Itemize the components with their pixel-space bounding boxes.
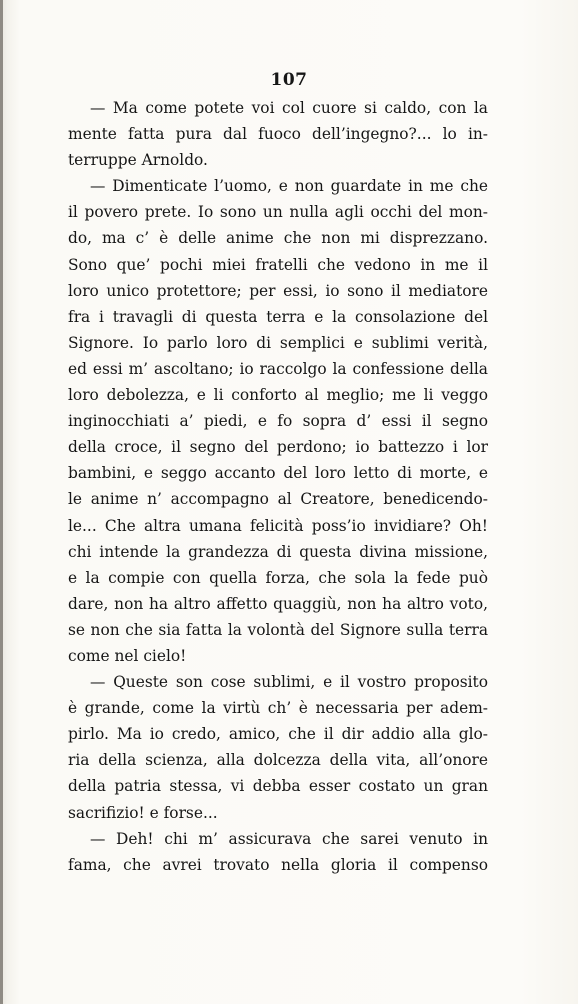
text-line: è grande, come la virtù ch’ è necessaria per adem- — [68, 699, 488, 718]
page-number: 107 — [270, 70, 308, 90]
body-text — [68, 95, 488, 878]
text-line: fra i travagli di questa terra e la consolazione del — [68, 307, 488, 326]
text-line: se non che sia fatta la volontà del Signore sulla terra — [68, 620, 488, 639]
text-line: bambini, e seggo accanto del loro letto di morte, e — [68, 464, 488, 483]
text-line: loro unico protettore; per essi, io sono il mediatore — [68, 281, 488, 300]
text-line: — Deh! chi m’ assicurava che sarei venuto in — [90, 829, 488, 848]
text-line: inginocchiati a’ piedi, e fo sopra d’ essi il segno — [68, 412, 488, 431]
text-line: della croce, il segno del perdono; io battezzo i lor — [68, 438, 488, 457]
text-line: do, ma c’ è delle anime che non mi disprezzano. — [68, 229, 488, 248]
text-line: le anime n’ accompagno al Creatore, benedicendo- — [68, 490, 488, 509]
text-line: — Queste son cose sublimi, e il vostro proposito — [90, 673, 488, 692]
text-line: Sono que’ pochi miei fratelli che vedono in me il — [68, 255, 488, 274]
text-line: il povero prete. Io sono un nulla agli occhi del mon- — [68, 203, 488, 222]
text-line: della patria stessa, vi debba esser costato un gran — [68, 777, 488, 796]
text-line: ria della scienza, alla dolcezza della vita, all’onore — [68, 751, 488, 770]
text-line: pirlo. Ma io credo, amico, che il dir addio alla glo- — [68, 725, 488, 744]
text-line: fama, che avrei trovato nella gloria il compenso — [68, 855, 488, 874]
text-line: come nel cielo! — [68, 646, 187, 665]
text-line: e la compie con quella forza, che sola la fede può — [68, 568, 488, 587]
text-line: mente fatta pura dal fuoco dell’ingegno?... lo in- — [68, 125, 488, 144]
text-line: terruppe Arnoldo. — [68, 151, 208, 170]
text-line: Signore. Io parlo loro di semplici e sublimi verità, — [68, 333, 488, 352]
text-line: le... Che altra umana felicità poss’io invidiare? Oh! — [68, 516, 488, 535]
text-line: — Ma come potete voi col cuore si caldo, con la — [90, 99, 488, 117]
page-binding-edge — [0, 0, 3, 1004]
text-line: ed essi m’ ascoltano; io raccolgo la confessione della — [68, 359, 488, 378]
text-line: loro debolezza, e li conforto al meglio; me li veggo — [68, 386, 488, 405]
text-line: dare, non ha altro affetto quaggiù, non ha altro voto, — [68, 594, 488, 613]
text-line: sacrifizio! e forse... — [68, 803, 218, 822]
text-line: chi intende la grandezza di questa divina missione, — [68, 542, 488, 561]
text-line: — Dimenticate l’uomo, e non guardate in me che — [90, 177, 488, 196]
